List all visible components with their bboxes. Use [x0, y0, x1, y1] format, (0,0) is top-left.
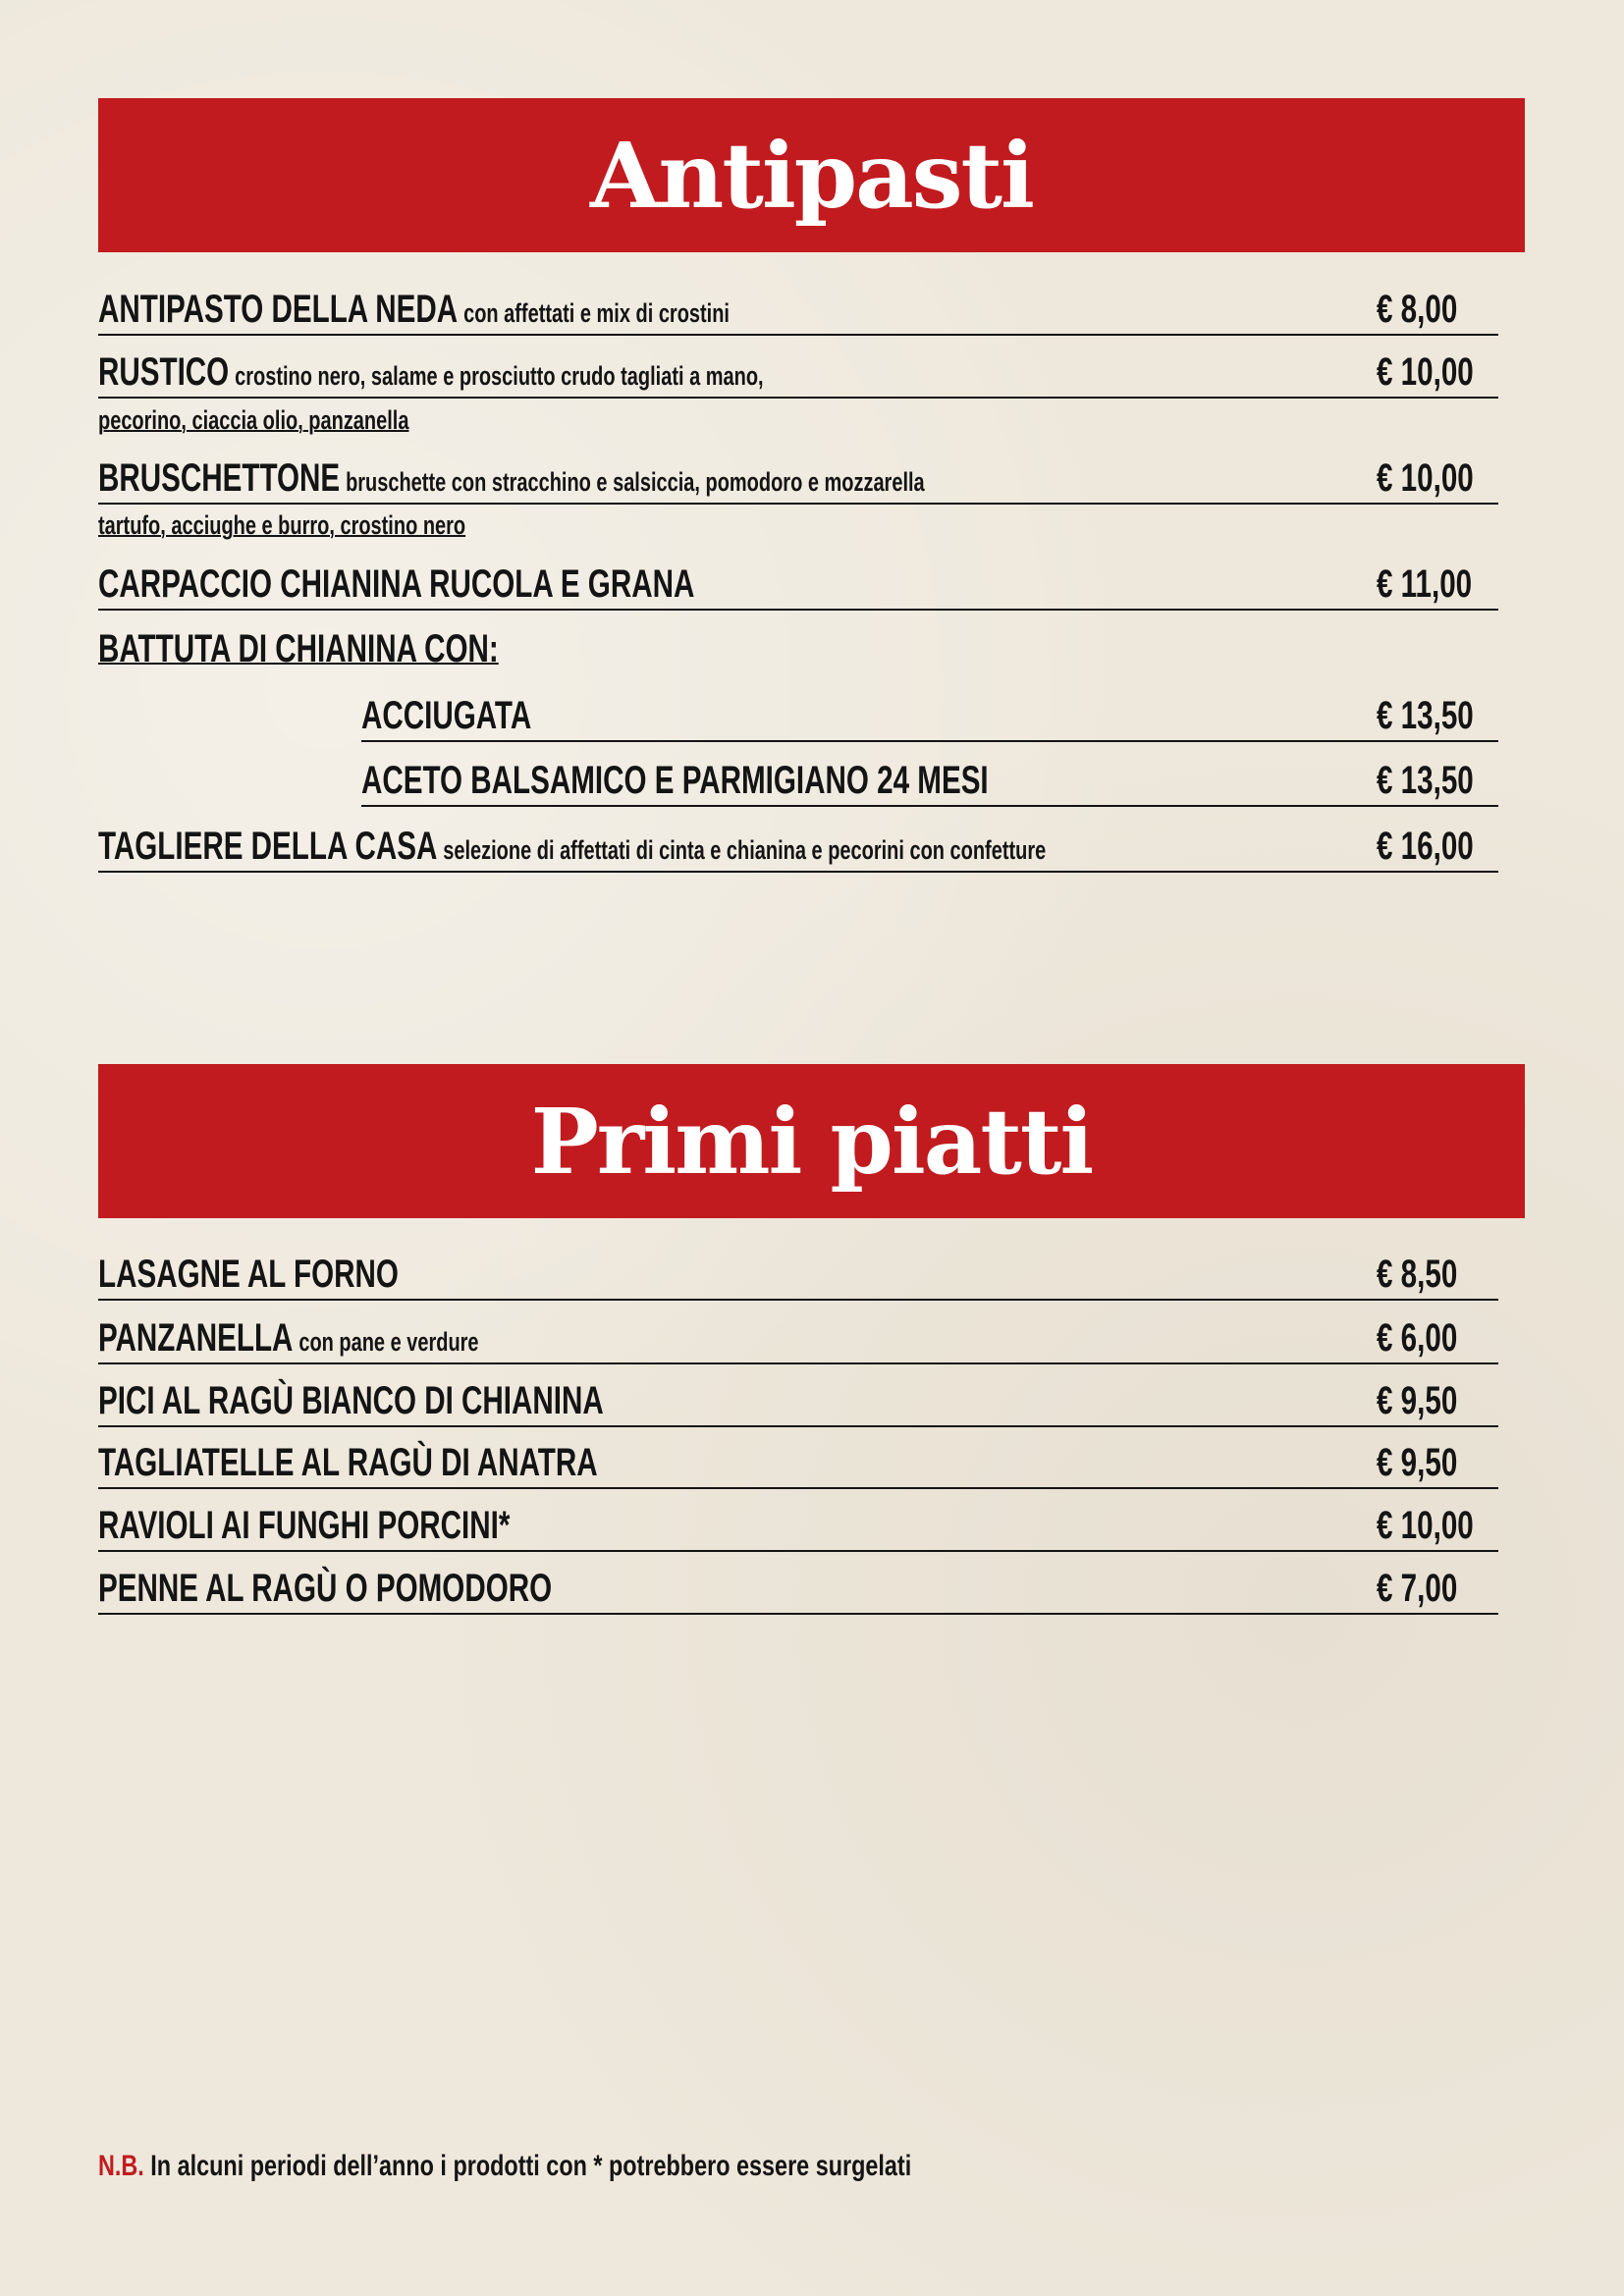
menu-item — [98, 1505, 1498, 1552]
item-price: € 6,00 — [1377, 1316, 1458, 1360]
menu-item — [361, 695, 1498, 742]
item-desc-continued: tartufo, acciughe e burro, crostino nero — [98, 510, 466, 540]
item-price: € 9,50 — [1377, 1441, 1458, 1484]
item-desc: crostino nero, salame e prosciutto crudo tagliati a mano, — [235, 361, 764, 391]
item-desc-continued: pecorino, ciaccia olio, panzanella — [98, 405, 409, 435]
footnote-text: In alcuni periodi dell’anno i prodotti con * potrebbero essere surgelati — [150, 2150, 912, 2182]
item-name: RAVIOLI AI FUNGHI PORCINI* — [98, 1504, 511, 1547]
menu-item — [98, 351, 1498, 399]
menu-item — [98, 1317, 1498, 1364]
menu-item — [361, 760, 1498, 807]
menu-group-heading — [98, 628, 1498, 673]
menu-item — [98, 1442, 1498, 1489]
item-price: € 9,50 — [1377, 1379, 1458, 1422]
item-price: € 10,00 — [1377, 350, 1474, 394]
item-name: ACCIUGATA — [361, 694, 532, 737]
menu-item — [98, 1568, 1498, 1615]
menu-item — [98, 826, 1498, 873]
item-desc: con affettati e mix di crostini — [463, 298, 730, 328]
item-desc: bruschette con stracchino e salsiccia, pomodoro e mozzarella — [346, 467, 925, 497]
item-price: € 8,00 — [1377, 288, 1458, 331]
menu-item — [98, 1254, 1498, 1301]
item-price: € 7,00 — [1377, 1567, 1458, 1610]
item-name: LASAGNE AL FORNO — [98, 1253, 399, 1296]
item-name: BRUSCHETTONE — [98, 456, 341, 500]
section-title: Antipasti — [590, 122, 1033, 229]
section-title: Primi piatti — [530, 1088, 1093, 1195]
item-name: PANZANELLA — [98, 1316, 294, 1360]
item-name: RUSTICO — [98, 350, 230, 394]
item-name: ANTIPASTO DELLA NEDA — [98, 288, 459, 331]
item-price: € 10,00 — [1377, 1504, 1474, 1547]
item-name: PICI AL RAGÙ BIANCO DI CHIANINA — [98, 1379, 604, 1422]
item-price: € 11,00 — [1377, 562, 1473, 606]
item-price: € 13,50 — [1377, 694, 1474, 737]
item-desc: selezione di affettati di cinta e chianina e pecorini con confetture — [443, 835, 1047, 865]
item-name: CARPACCIO CHIANINA RUCOLA E GRANA — [98, 562, 695, 606]
antipasti-banner — [98, 98, 1525, 252]
item-price: € 8,50 — [1377, 1253, 1458, 1296]
primi-banner — [98, 1064, 1525, 1218]
menu-item — [98, 563, 1498, 611]
item-name: PENNE AL RAGÙ O POMODORO — [98, 1567, 553, 1610]
menu-item — [98, 289, 1498, 336]
item-name: ACETO BALSAMICO E PARMIGIANO 24 MESI — [361, 759, 989, 802]
item-price: € 16,00 — [1377, 825, 1474, 868]
item-desc: con pane e verdure — [298, 1327, 479, 1357]
item-name: BATTUTA DI CHIANINA CON: — [98, 627, 499, 670]
item-price: € 10,00 — [1377, 456, 1474, 500]
menu-item — [98, 1380, 1498, 1427]
menu-item — [98, 457, 1498, 505]
item-name: TAGLIERE DELLA CASA — [98, 825, 438, 868]
footnote-label: N.B. — [98, 2150, 144, 2182]
footnote — [98, 2150, 911, 2183]
item-name: TAGLIATELLE AL RAGÙ DI ANATRA — [98, 1441, 598, 1484]
item-price: € 13,50 — [1377, 759, 1474, 802]
